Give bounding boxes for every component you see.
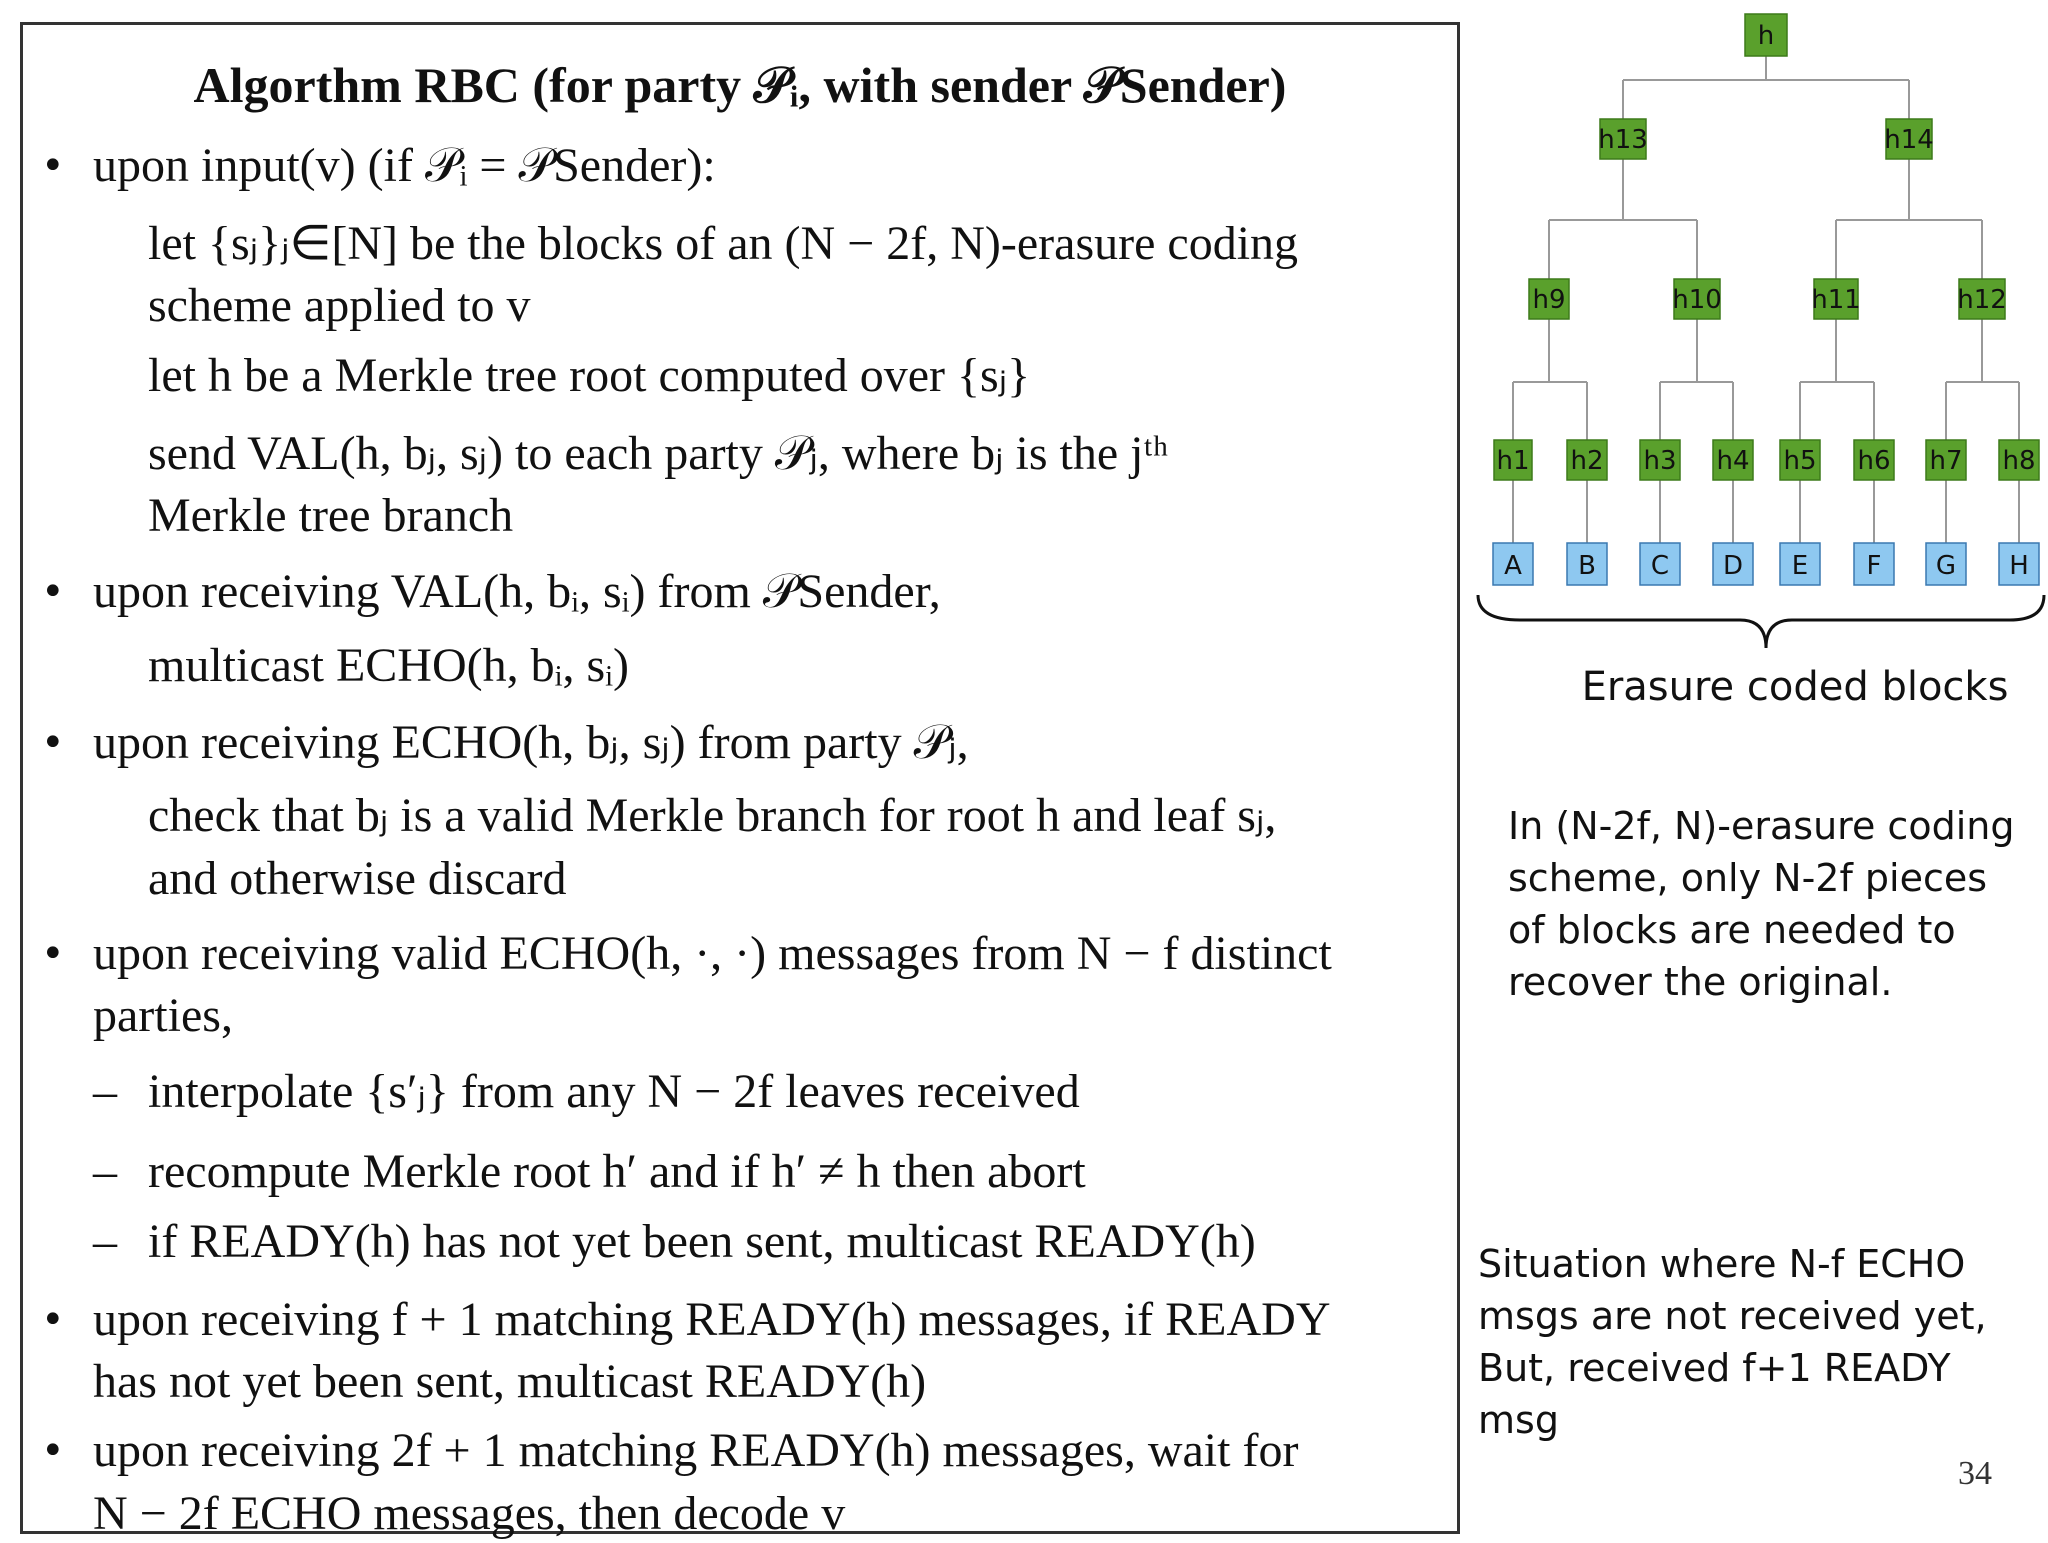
algorithm-line: send VAL(h, bⱼ, sⱼ) to each party 𝒫ⱼ, where bⱼ is the jᵗʰ xyxy=(148,427,1169,480)
leaf-label: E xyxy=(1791,551,1809,581)
bullet: • xyxy=(41,1297,65,1343)
bullet: • xyxy=(41,143,65,189)
merkle-tree-diagram xyxy=(0,0,2048,720)
tree-node-h10 xyxy=(1672,279,1722,319)
dash: – xyxy=(93,1215,117,1268)
algorithm-line: if READY(h) has not yet been sent, multicast READY(h) xyxy=(148,1215,1256,1268)
curly-brace xyxy=(1478,595,2044,648)
node-label: h3 xyxy=(1643,446,1677,476)
tree-node-h14 xyxy=(1884,119,1934,159)
tree-node-h11 xyxy=(1811,279,1861,319)
tree-node-h8 xyxy=(1999,440,2039,480)
leaf-block-b xyxy=(1567,543,1607,585)
tree-node-h7 xyxy=(1926,440,1966,480)
leaf-label: H xyxy=(2009,551,2029,581)
leaf-block-h xyxy=(1999,543,2039,585)
leaf-label: A xyxy=(1504,551,1522,581)
dash: – xyxy=(93,1065,117,1118)
tree-edge xyxy=(1836,158,1982,280)
algorithm-line: upon receiving valid ECHO(h, ·, ·) messages from N − f distinct xyxy=(93,927,1332,980)
node-label: h4 xyxy=(1716,446,1750,476)
algorithm-line: let {sⱼ}ⱼ∈[N] be the blocks of an (N − 2f, N)-erasure coding xyxy=(148,217,1299,270)
node-label: h11 xyxy=(1811,285,1861,315)
tree-node-h6 xyxy=(1854,440,1894,480)
leaf-label: D xyxy=(1722,551,1744,581)
bullet: • xyxy=(41,569,65,615)
leaf-label: C xyxy=(1650,551,1670,581)
tree-edge xyxy=(1549,158,1697,280)
dash: – xyxy=(93,1145,117,1198)
algorithm-line: upon receiving 2f + 1 matching READY(h) messages, wait for xyxy=(93,1424,1299,1477)
tree-edge xyxy=(1660,318,1733,441)
leaf-label: F xyxy=(1866,551,1882,581)
algorithm-line: interpolate {s′ⱼ} from any N − 2f leaves received xyxy=(148,1065,1080,1118)
algorithm-line: Merkle tree branch xyxy=(148,489,514,542)
leaf-label: B xyxy=(1578,551,1596,581)
tree-node-h5 xyxy=(1780,440,1820,480)
leaf-block-e xyxy=(1780,543,1820,585)
leaf-label: G xyxy=(1935,551,1957,581)
leaf-block-a xyxy=(1493,543,1533,585)
situation-note-line: msgs are not received yet, xyxy=(1478,1294,1987,1338)
algorithm-line: upon receiving VAL(h, bᵢ, sᵢ) from 𝒫Sender, xyxy=(93,565,941,618)
erasure-coding-note: In (N-2f, N)-erasure coding scheme, only N-2f pieces of blocks are needed to recover the original. xyxy=(1508,804,2015,1004)
bullet: • xyxy=(41,720,65,766)
node-label: h14 xyxy=(1884,125,1934,155)
tree-edge xyxy=(1513,318,1587,441)
tree-node-h3 xyxy=(1640,440,1680,480)
algorithm-line: has not yet been sent, multicast READY(h) xyxy=(93,1355,927,1408)
algorithm-line: upon receiving f + 1 matching READY(h) messages, if READY xyxy=(93,1293,1331,1346)
bullet: • xyxy=(41,1428,65,1474)
tree-edge xyxy=(1946,318,2019,441)
node-label: h12 xyxy=(1957,285,2007,315)
tree-node-h2 xyxy=(1567,440,1607,480)
situation-note-line: But, received f+1 READY xyxy=(1478,1346,1951,1390)
tree-node-h12 xyxy=(1957,279,2007,319)
leaf-block-g xyxy=(1926,543,1966,585)
situation-note-line: Situation where N-f ECHO xyxy=(1478,1242,1966,1286)
leaf-block-f xyxy=(1854,543,1894,585)
tree-edge xyxy=(1623,55,1909,120)
situation-note xyxy=(1478,1238,2048,1446)
situation-note-line: msg xyxy=(1478,1398,1559,1442)
tree-node-root xyxy=(1745,14,1787,56)
leaf-block-d xyxy=(1713,543,1753,585)
page-number: 34 xyxy=(1958,1455,1992,1492)
tree-node-h1 xyxy=(1494,440,1532,480)
node-label: h6 xyxy=(1857,446,1891,476)
tree-edge xyxy=(1513,479,2019,544)
node-label: h9 xyxy=(1532,285,1566,315)
tree-node-h13 xyxy=(1598,119,1648,159)
node-label: h2 xyxy=(1570,446,1604,476)
leaf-block-c xyxy=(1640,543,1680,585)
tree-node-h9 xyxy=(1529,279,1569,319)
algorithm-line: N − 2f ECHO messages, then decode v xyxy=(93,1487,846,1540)
node-label: h1 xyxy=(1496,446,1530,476)
algorithm-line: parties, xyxy=(93,989,233,1042)
algorithm-line: upon input(v) (if 𝒫ᵢ = 𝒫Sender): xyxy=(93,139,716,192)
algorithm-line: let h be a Merkle tree root computed over {sⱼ} xyxy=(148,349,1031,402)
node-label: h8 xyxy=(2002,446,2036,476)
algorithm-title: Algorthm RBC (for party 𝒫ᵢ, with sender 𝒫Sender) xyxy=(193,57,1287,113)
algorithm-line: scheme applied to v xyxy=(148,279,531,332)
tree-caption: Erasure coded blocks xyxy=(1581,664,2009,710)
algorithm-line: multicast ECHO(h, bᵢ, sᵢ) xyxy=(148,639,629,692)
tree-edge xyxy=(1800,318,1874,441)
node-label: h7 xyxy=(1929,446,1963,476)
node-label: h5 xyxy=(1783,446,1817,476)
bullet: • xyxy=(41,931,65,977)
node-label: h10 xyxy=(1672,285,1722,315)
node-label: h13 xyxy=(1598,125,1648,155)
algorithm-line: check that bⱼ is a valid Merkle branch for root h and leaf sⱼ, xyxy=(148,789,1277,842)
algorithm-line: recompute Merkle root h′ and if h′ ≠ h then abort xyxy=(148,1145,1086,1198)
algorithm-line: upon receiving ECHO(h, bⱼ, sⱼ) from party 𝒫ⱼ, xyxy=(93,716,969,769)
algorithm-line: and otherwise discard xyxy=(148,852,567,905)
tree-node-h4 xyxy=(1713,440,1753,480)
node-label: h xyxy=(1757,21,1775,51)
